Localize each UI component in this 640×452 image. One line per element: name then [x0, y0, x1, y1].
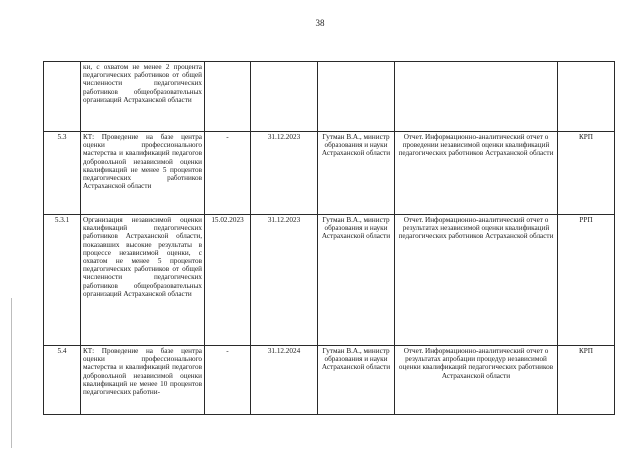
row-number: 5.3 [44, 132, 81, 215]
row-result: Отчет. Информационно-аналитический отчет о проведении независимой оценки квалификаций педагогических работников Астраханской области [395, 132, 558, 215]
scan-edge-line [11, 298, 12, 448]
table-row [44, 215, 615, 346]
row-result: Отчет. Информационно-аналитический отчет о результатах апробации процедур независимой оценки квалификаций педагогических работников Астраханской области [395, 346, 558, 415]
row-start-date: - [205, 132, 251, 215]
row-result [395, 62, 558, 132]
table-row [44, 346, 615, 415]
row-type: КРП [558, 346, 615, 415]
row-end-date: 31.12.2024 [251, 346, 318, 415]
table-row [44, 132, 615, 215]
row-end-date [251, 62, 318, 132]
row-responsible [318, 62, 395, 132]
plan-table [43, 61, 615, 415]
row-start-date: 15.02.2023 [205, 215, 251, 346]
row-responsible: Гутман В.А., министр образования и науки Астраханской области [318, 132, 395, 215]
row-number [44, 62, 81, 132]
row-start-date: - [205, 346, 251, 415]
row-responsible: Гутман В.А., министр образования и науки Астраханской области [318, 346, 395, 415]
row-start-date [205, 62, 251, 132]
table-row [44, 62, 615, 132]
row-type [558, 62, 615, 132]
row-number: 5.4 [44, 346, 81, 415]
row-type: РРП [558, 215, 615, 346]
row-title: КТ: Проведение на базе центра оценки профессионального мастерства и квалификаций педагогов добровольной независимой оценки квалификаций не менее 10 процентов педагогических работни- [81, 346, 205, 415]
row-title: ки, с охватом не менее 2 процента педагогических работников от общей численности педагогических работников общеобразовательных организаций Астраханской области [81, 62, 205, 132]
page-number: 38 [315, 18, 325, 28]
row-number: 5.3.1 [44, 215, 81, 346]
row-end-date: 31.12.2023 [251, 215, 318, 346]
row-title: Организация независимой оценки квалификаций педагогических работников Астраханской области, показавших высокие результаты в процессе независимой оценки, с охватом не менее 5 процентов педагогических работников от общей численности педагогических работников общеобразовательных организаций Астраханской области [81, 215, 205, 346]
row-result: Отчет. Информационно-аналитический отчет о результатах независимой оценки квалификаций педагогических работников Астраханской области [395, 215, 558, 346]
row-type: КРП [558, 132, 615, 215]
row-title: КТ: Проведение на базе центра оценки профессионального мастерства и квалификаций педагогов добровольной независимой оценки квалификаций не менее 5 процентов педагогических работников Астраханской области [81, 132, 205, 215]
row-end-date: 31.12.2023 [251, 132, 318, 215]
row-responsible: Гутман В.А., министр образования и науки Астраханской области [318, 215, 395, 346]
